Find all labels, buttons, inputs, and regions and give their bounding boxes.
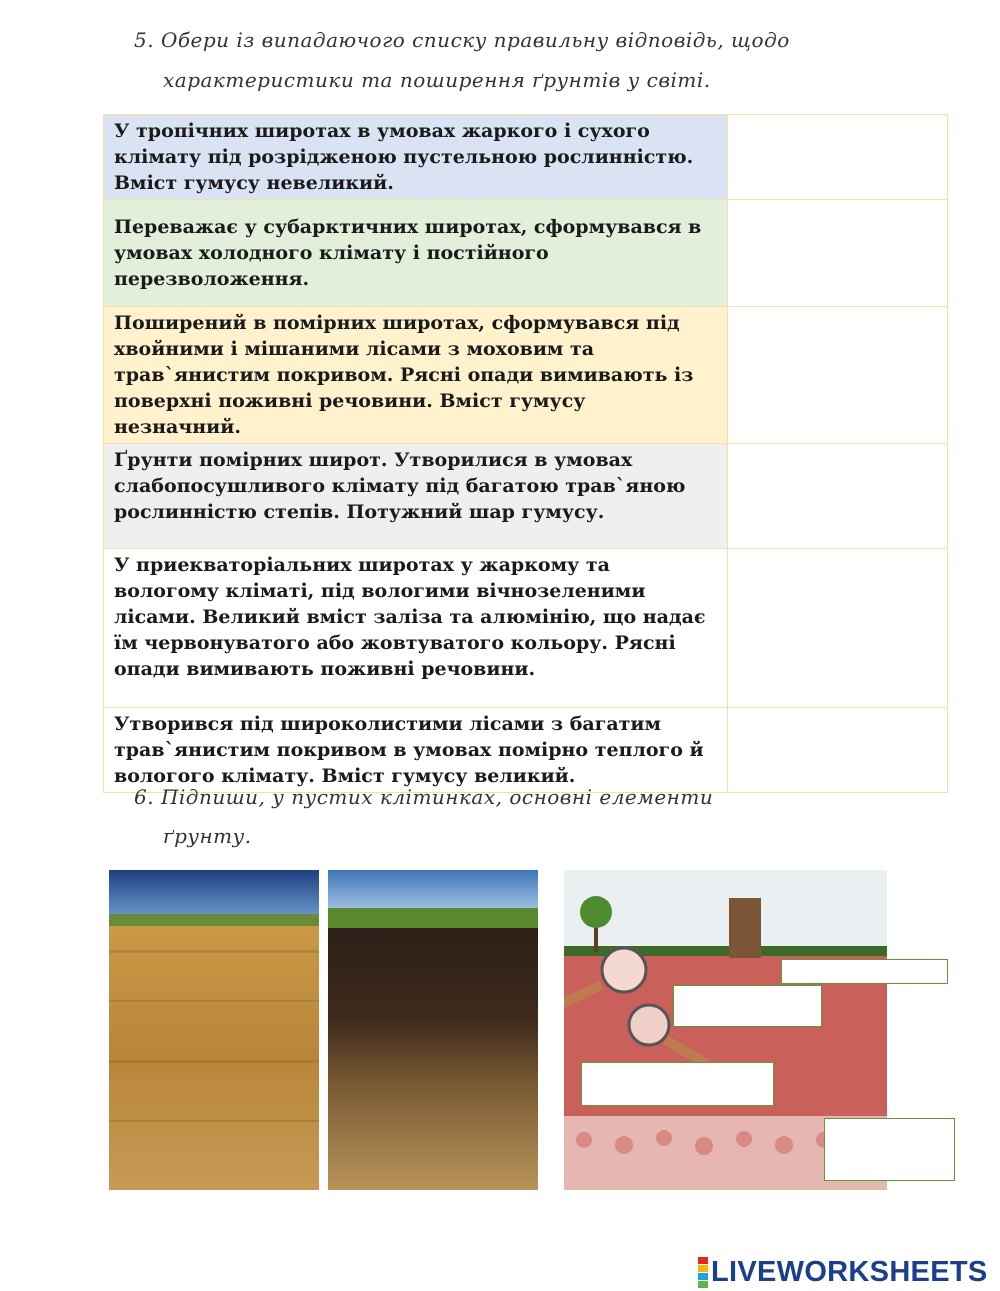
row-description: У тропічних широтах в умовах жаркого і сухого клімату під розрідженою пустельною рослинністю. Вміст гумусу невеликий. <box>104 115 728 200</box>
answer-dropdown[interactable] <box>728 307 948 444</box>
liveworksheets-logo-icon <box>698 1257 708 1288</box>
answer-dropdown[interactable] <box>728 549 948 708</box>
liveworksheets-logo <box>698 1256 988 1288</box>
row-description: Поширений в помірних широтах, сформувався під хвойними і мішаними лісами з моховим та трав`янистим покривом. Рясні опади вимивають із поверхні поживні речовини. Вміст гумусу незначний. <box>104 307 728 444</box>
row-description <box>104 200 728 307</box>
soil-element-input-1[interactable] <box>781 959 948 984</box>
table-row <box>104 549 948 708</box>
task5-heading-line2: характеристики та поширення ґрунтів у світі. <box>163 68 711 92</box>
soil-photo-light <box>109 870 319 1190</box>
soils-table <box>103 114 948 793</box>
task5-heading-line1: 5. Обери із випадаючого списку правильну відповідь, щодо <box>134 28 790 52</box>
table-row <box>104 307 948 444</box>
soil-photo-dark <box>328 870 538 1190</box>
soil-element-input-2[interactable] <box>673 985 822 1027</box>
table-row <box>104 200 948 307</box>
soil-element-input-3[interactable] <box>581 1062 774 1106</box>
table-row <box>104 115 948 200</box>
task6-heading-line1: 6. Підпиши, у пустих клітинках, основні елементи <box>134 785 714 809</box>
answer-dropdown[interactable] <box>728 444 948 549</box>
row-description: У приекваторіальних широтах у жаркому та вологому кліматі, під вологими вічнозеленими лісами. Великий вміст заліза та алюмінію, що надає їм червонуватого або жовтуватого кольору. Рясні опади вимивають поживні речовини. <box>104 549 728 708</box>
soil-element-input-4[interactable] <box>824 1118 955 1181</box>
table-row <box>104 708 948 793</box>
logo-text: LIVEWORKSHEETS <box>711 1255 988 1288</box>
answer-dropdown[interactable] <box>728 200 948 307</box>
task6-heading-line2: ґрунту. <box>163 824 252 848</box>
answer-dropdown[interactable] <box>728 115 948 200</box>
row-description-text: Переважає у субарктичних широтах, сформувався в умовах холодного клімату і постійного перезволоження. <box>114 216 702 290</box>
answer-dropdown[interactable] <box>728 708 948 793</box>
row-description: Ґрунти помірних широт. Утворилися в умовах слабопосушливого клімату під багатою трав`яною рослинністю степів. Потужний шар гумусу. <box>104 444 728 549</box>
row-description: Утворився під широколистими лісами з багатим трав`янистим покривом в умовах помірно теплого й вологого клімату. Вміст гумусу великий. <box>104 708 728 793</box>
table-row <box>104 444 948 549</box>
